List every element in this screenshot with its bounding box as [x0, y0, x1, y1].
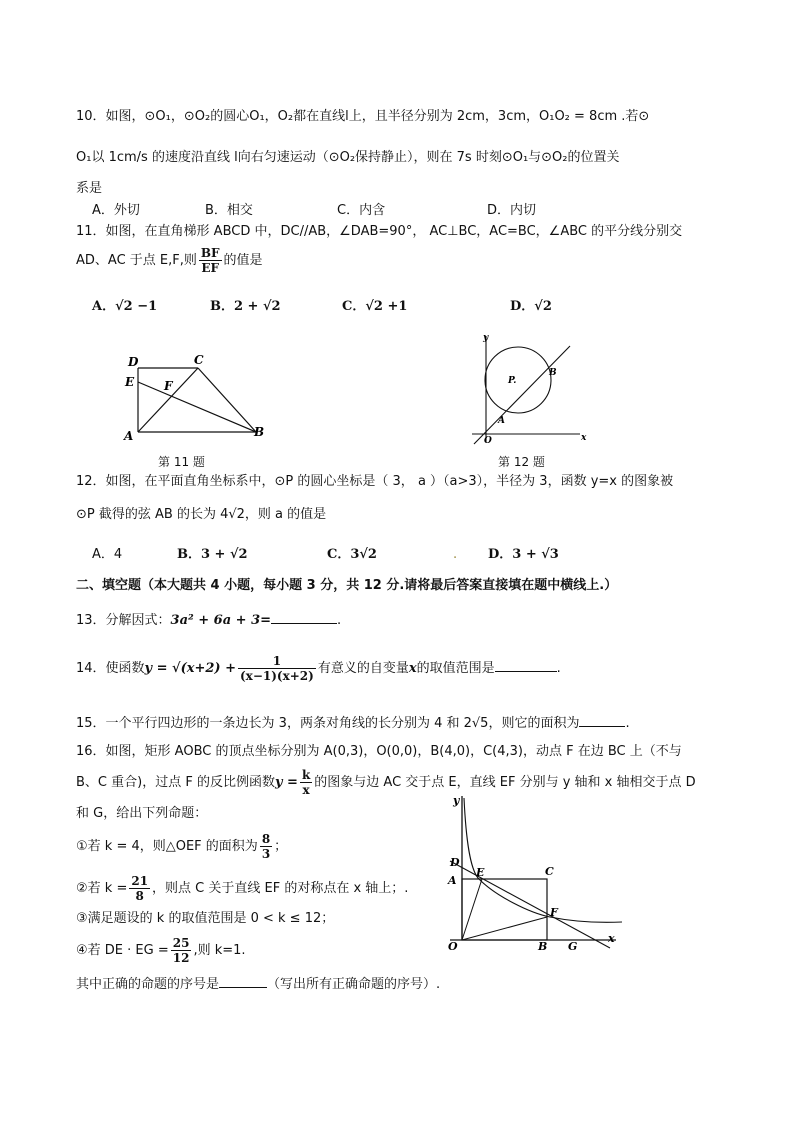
q16-answer-blank[interactable] — [219, 973, 267, 988]
section2-title: 二、填空题（本大题共 4 小题，每小题 3 分，共 12 分.请将最后答案直接填在题中横线上.） — [76, 578, 618, 593]
q11-label-d: D — [128, 355, 139, 369]
q12-option-c: C．3√2 — [327, 547, 377, 562]
q11-label-b: B — [254, 425, 265, 439]
q11-fraction: $\frac{BF}{EF}$ — [200, 246, 220, 275]
q13-answer-blank[interactable] — [271, 609, 337, 624]
q11-figure — [118, 350, 278, 445]
q13-line: 13．分解因式：3a² + 6a + 3= . — [76, 609, 341, 631]
q11-bisector-be — [138, 382, 256, 432]
q12-label-o: O — [484, 436, 492, 446]
q10-option-a: A．外切 — [92, 203, 140, 218]
q12-label-y: y — [483, 333, 489, 343]
q10-line3: 系是 — [76, 181, 103, 196]
q16-line3: 和 G，给出下列命题： — [76, 806, 208, 821]
q12-label-x: x — [581, 433, 587, 443]
q12-line1: 12．如图，在平面直角坐标系中，⊙P 的圆心坐标是（ 3， a ）（a>3），半径为 3，函数 y=x 的图象被 — [76, 474, 674, 489]
q11-caption: 第 11 题 — [158, 455, 205, 469]
q16-label-c: C — [545, 865, 554, 878]
q11-label-a: A — [124, 429, 134, 443]
q11-option-d: D．√2 — [510, 299, 552, 314]
q14-answer-blank[interactable] — [495, 657, 557, 672]
q15-line: 15．一个平行四边形的一条边长为 3，两条对角线的长分别为 4 和 2√5，则它的面积为 . — [76, 712, 630, 734]
q11-line2: AD、AC 于点 E,F,则 $\frac{BF}{EF}$ 的值是 — [76, 246, 263, 275]
q15-answer-blank[interactable] — [579, 712, 625, 727]
q16-hyperbola — [464, 798, 622, 922]
q10-option-c: C．内含 — [337, 203, 386, 218]
q12-label-b: B — [549, 368, 557, 378]
q16-figure — [440, 790, 630, 955]
q16-rectangle-aobc — [462, 879, 547, 940]
q16-label-f: F — [550, 906, 558, 919]
q16-item2: ②若 k = $\frac{21}{8}$ ，则点 C 关于直线 EF 的对称点在 x 轴上；. — [76, 874, 409, 903]
q11-option-c: C．√2 +1 — [342, 299, 408, 314]
q11-label-c: C — [194, 353, 204, 367]
q10-line1: 10．如图，⊙O₁，⊙O₂的圆心O₁，O₂都在直线l上，且半径分别为 2cm，3cm，O₁O₂ = 8cm .若⊙ — [76, 109, 650, 124]
q10-line2: O₁以 1cm/s 的速度沿直线 l向右匀速运动（⊙O₂保持静止），则在 7s 时刻⊙O₁与⊙O₂的位置关 — [76, 150, 620, 165]
q12-figure — [466, 330, 592, 448]
q12-label-a: A — [498, 416, 505, 426]
q12-option-d: D．3 + √3 — [488, 547, 559, 562]
q16-segment-of — [462, 917, 547, 940]
q12-label-p: P. — [508, 376, 517, 386]
q16-segment-oe — [462, 879, 482, 940]
q16-label-x: x — [608, 932, 615, 945]
q11-option-b: B．2 + √2 — [210, 299, 281, 314]
q16-label-y: y — [453, 794, 460, 807]
q12-option-a: A．4 — [92, 547, 123, 562]
q12-option-b: B．3 + √2 — [177, 547, 248, 562]
q16-label-b: B — [538, 940, 548, 953]
q12-line2: ⊙P 截得的弦 AB 的长为 4√2，则 a 的值是 — [76, 507, 327, 522]
q16-line2: B、C 重合)，过点 F 的反比例函数y = $\frac{k}{x}$ 的图象与边 AC 交于点 E，直线 EF 分别与 y 轴和 x 轴相交于点 D — [76, 768, 696, 797]
q16-label-a: A — [448, 874, 457, 887]
q16-final: 其中正确的命题的序号是 （写出所有正确命题的序号）. — [76, 973, 440, 995]
q12-stray-dot: . — [453, 547, 458, 562]
q16-item4: ④若 DE · EG = $\frac{25}{12}$ ,则 k=1. — [76, 936, 246, 965]
q16-line1: 16．如图，矩形 AOBC 的顶点坐标分别为 A(0,3)，O(0,0)，B(4,0)，C(4,3)，动点 F 在边 BC 上（不与 — [76, 744, 682, 759]
q16-label-o: O — [448, 940, 458, 953]
q16-label-e: E — [476, 866, 485, 879]
q11-label-f: F — [164, 379, 173, 393]
q16-label-g: G — [568, 940, 578, 953]
q12-circle-p — [485, 347, 551, 413]
q14-line: 14．使函数y = √(x+2) + $\frac{1}{(x-1)(x+2)}$ 有意义的自变量x的取值范围是 . — [76, 654, 561, 683]
q16-label-d: D — [450, 856, 460, 869]
q11-side-cb — [198, 368, 256, 432]
q16-item1: ①若 k = 4，则△OEF 的面积为 $\frac{8}{3}$ ； — [76, 832, 288, 861]
q11-option-a: A．√2 −1 — [92, 299, 158, 314]
q10-option-d: D．内切 — [487, 203, 537, 218]
q16-function-fraction: $\frac{k}{x}$ — [301, 768, 311, 797]
q11-diagonal-ac — [138, 368, 198, 432]
q11-line1: 11．如图，在直角梯形 ABCD 中，DC//AB，∠DAB=90°， AC⊥BC，AC=BC，∠ABC 的平分线分别交 — [76, 224, 683, 239]
q12-caption: 第 12 题 — [498, 455, 545, 469]
q11-label-e: E — [125, 375, 135, 389]
q14-fraction: $\frac{1}{(x-1)(x+2)}$ — [240, 654, 314, 683]
q10-option-b: B．相交 — [205, 203, 253, 218]
q16-item3: ③满足题设的 k 的取值范围是 0 < k ≤ 12； — [76, 911, 335, 926]
